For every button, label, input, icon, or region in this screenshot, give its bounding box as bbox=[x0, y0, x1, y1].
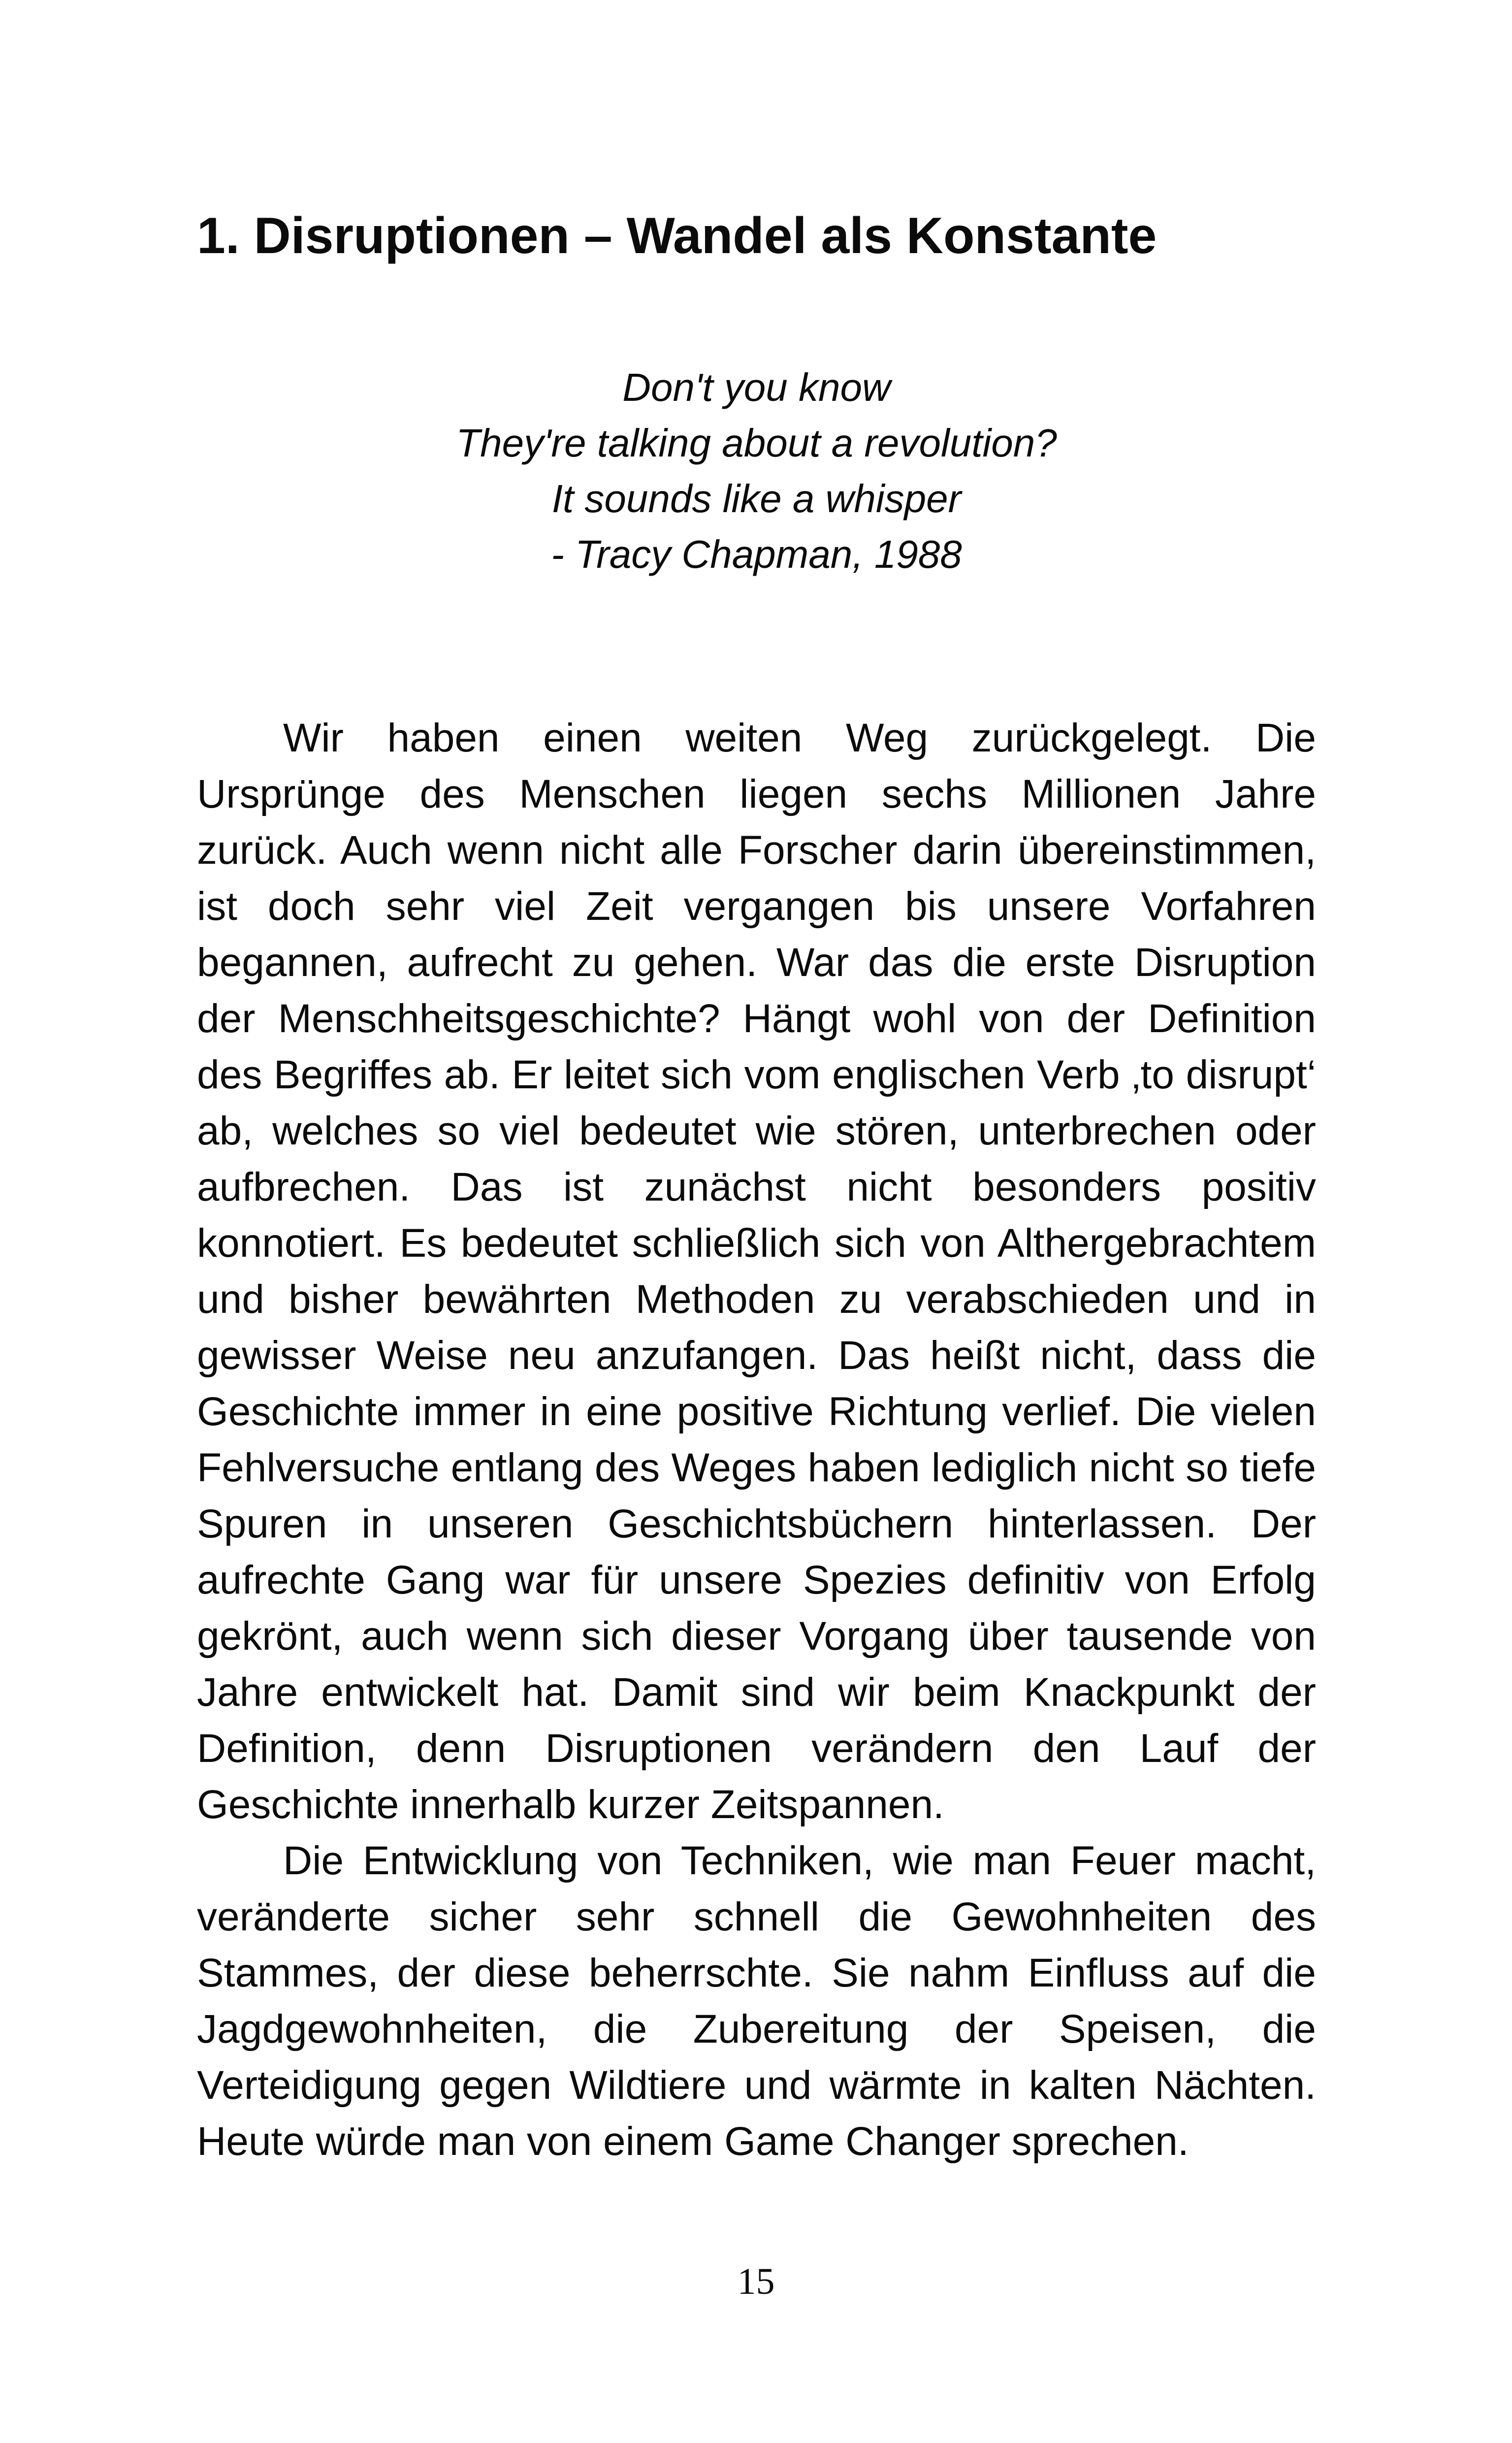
chapter-heading: 1. Disruptionen – Wandel als Konstante bbox=[197, 207, 1157, 264]
epigraph-line: They're talking about a revolution? bbox=[456, 421, 1057, 465]
body-paragraph: Die Entwicklung von Techniken, wie man Feuer macht, veränderte sicher sehr schnell die Gewohnheiten des Stammes, der diese beherrschte. Sie nahm Einfluss auf die Jagdgewohnheiten, die Zubereitung der Speisen, die Verteidigung gegen Wildtiere und wärmte in kalten Nächten. Heute würde man von einem Game Changer sprechen. bbox=[197, 1838, 1316, 2164]
epigraph bbox=[197, 359, 1316, 582]
epigraph-line: It sounds like a whisper bbox=[551, 476, 962, 521]
epigraph-line: Don't you know bbox=[622, 365, 891, 409]
epigraph-attribution: - Tracy Chapman, 1988 bbox=[551, 532, 962, 576]
body-text bbox=[197, 710, 1316, 2170]
body-paragraph: Wir haben einen weiten Weg zurückgelegt. Die Ursprünge des Menschen liegen sechs Millionen Jahre zurück. Auch wenn nicht alle Forscher darin übereinstimmen, ist doch sehr viel Zeit vergangen bis unsere Vorfahren begannen, aufrecht zu gehen. War das die erste Disruption der Menschheitsgeschichte? Hängt wohl von der Definition des Begriffes ab. Er leitet sich vom englischen Verb ‚to disrupt‘ ab, welches so viel bedeutet wie stören, unterbrechen oder aufbrechen. Das ist zunächst nicht besonders positiv konnotiert. Es bedeutet schließlich sich von Althergebrachtem und bisher bewährten Methoden zu verabschieden und in gewisser Weise neu anzufangen. Das heißt nicht, dass die Geschichte immer in eine positive Richtung verlief. Die vielen Fehlversuche entlang des Weges haben lediglich nicht so tiefe Spuren in unseren Geschichtsbüchern hinterlassen. Der aufrechte Gang war für unsere Spezies definitiv von Erfolg gekrönt, auch wenn sich dieser Vorgang über tausende von Jahre entwickelt hat. Damit sind wir beim Knackpunkt der Definition, denn Disruptionen verändern den Lauf der Geschichte innerhalb kurzer Zeitspannen. bbox=[197, 715, 1316, 1827]
page-number: 15 bbox=[737, 2261, 775, 2302]
